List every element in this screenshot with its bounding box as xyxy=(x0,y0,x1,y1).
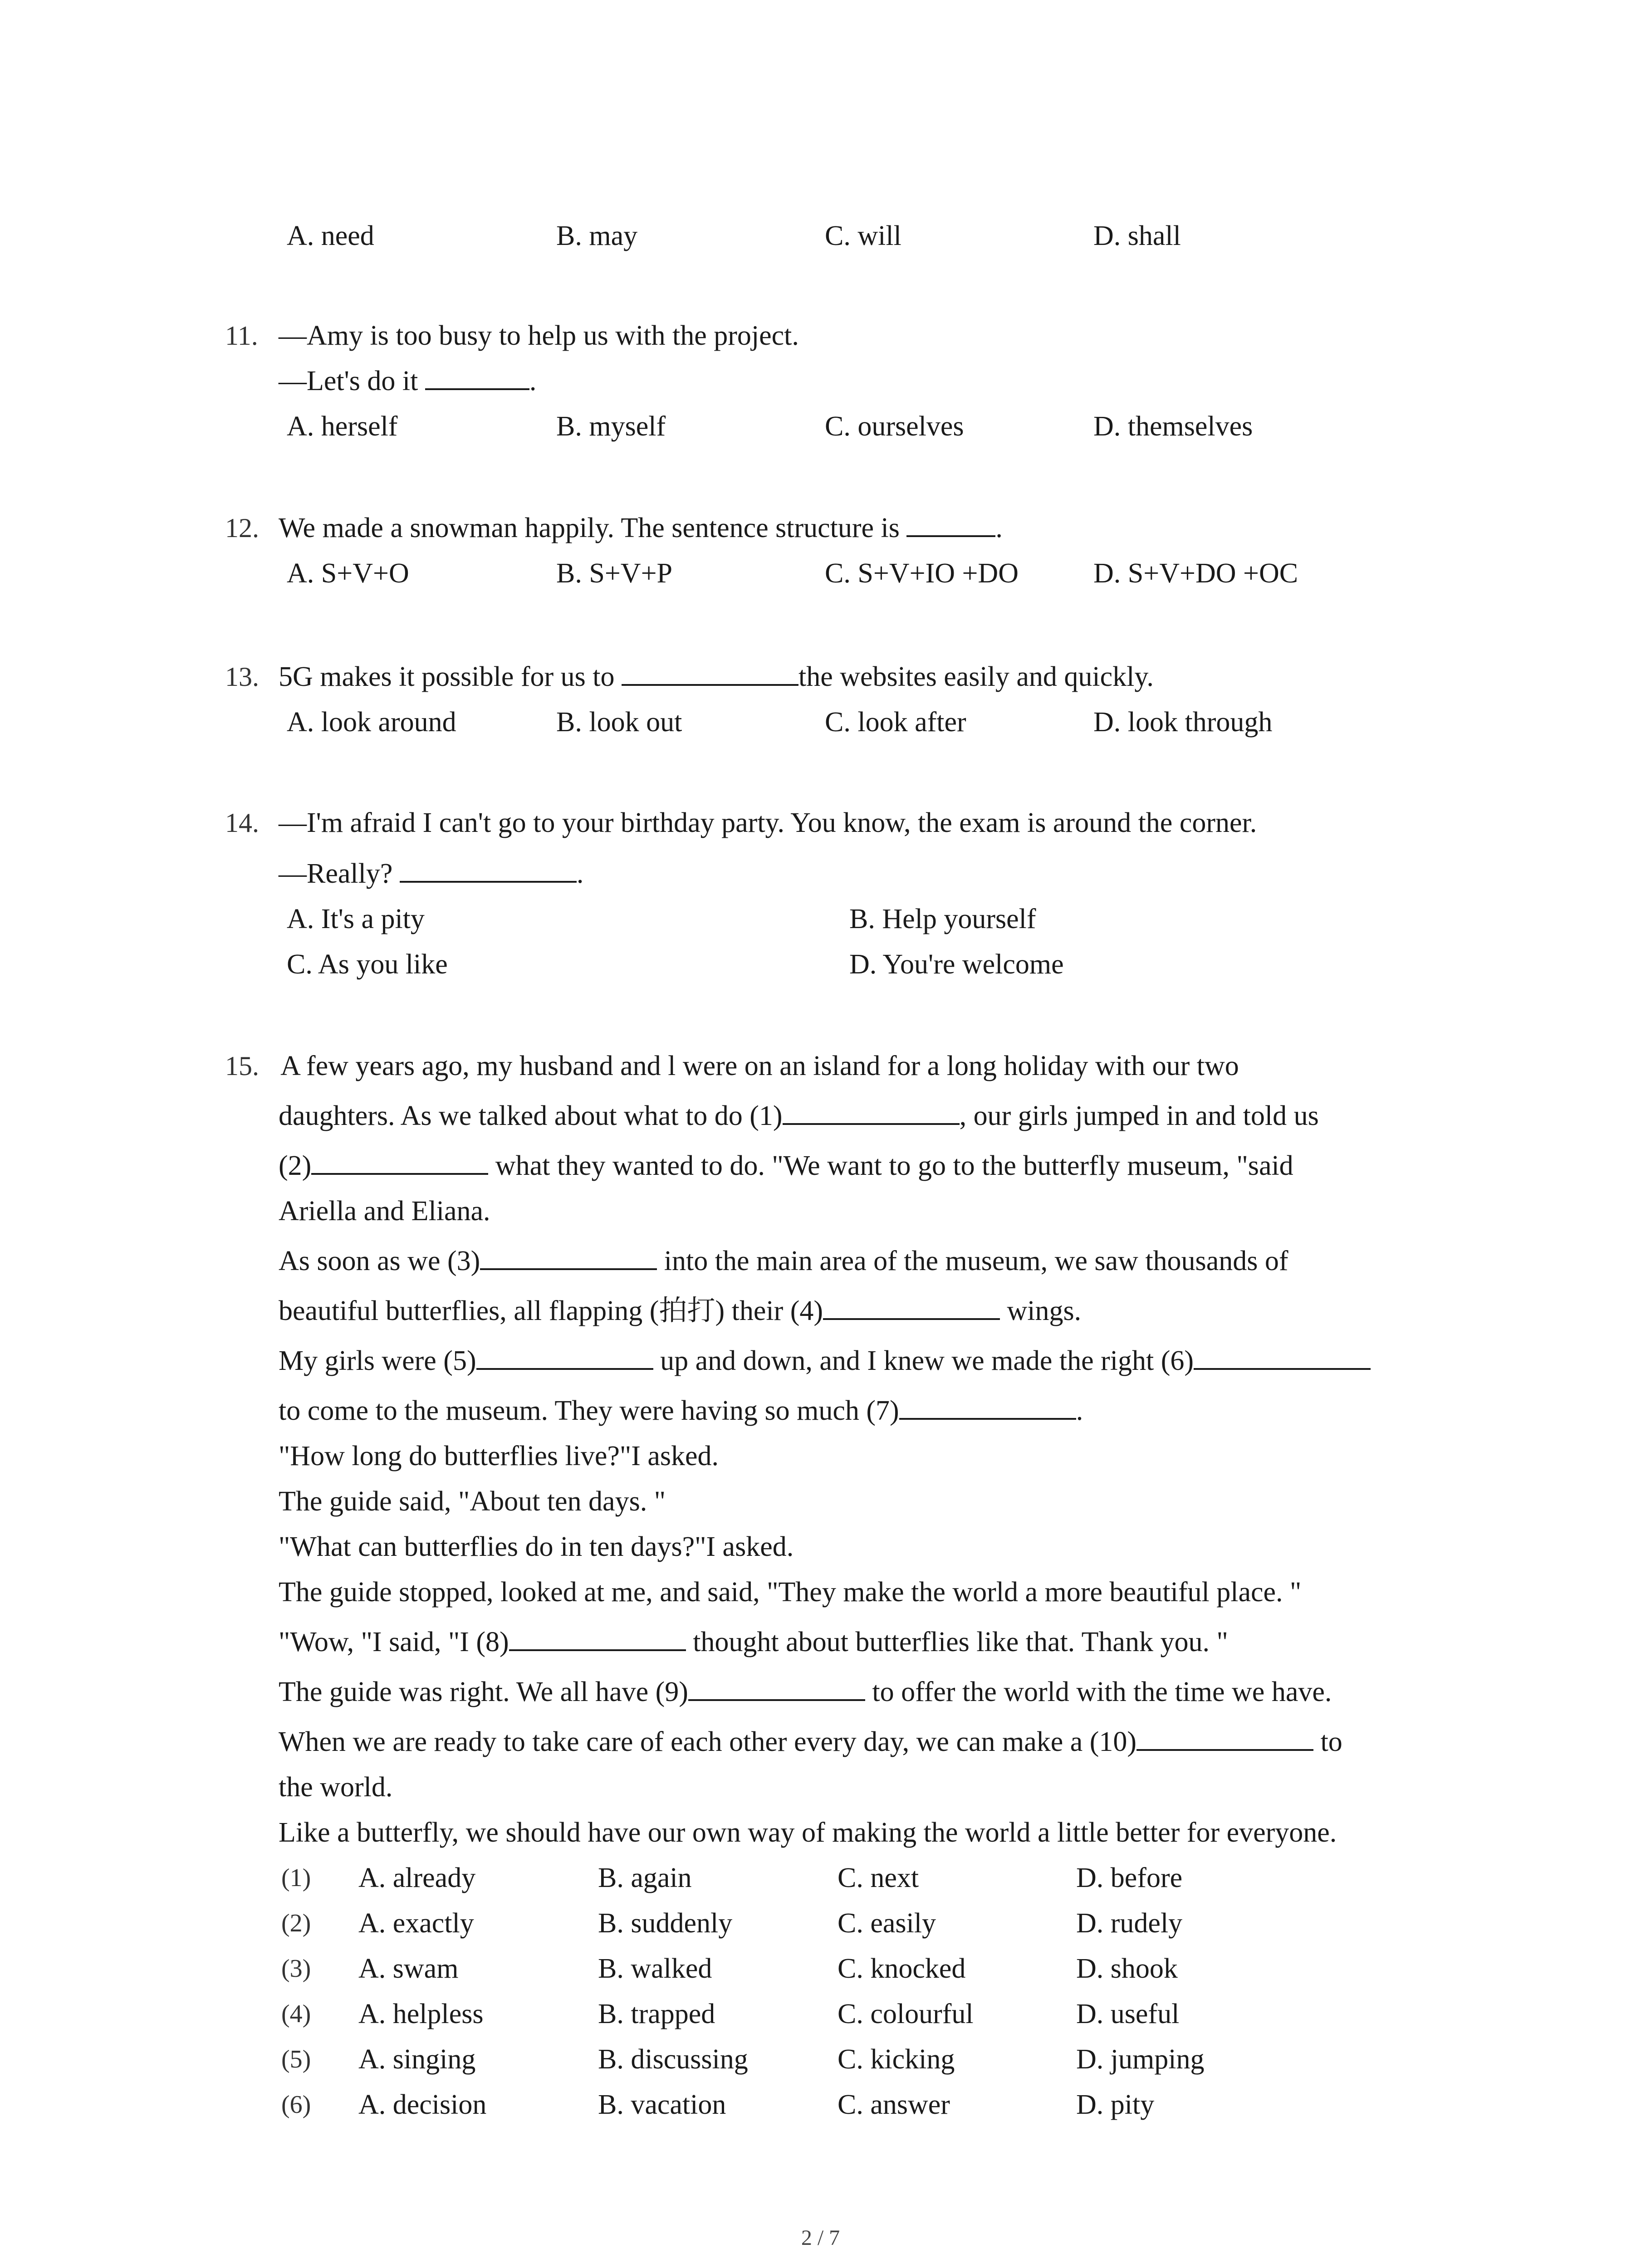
passage-line-12: The guide stopped, looked at me, and said, "They make the world a more beautiful place. " xyxy=(279,1577,1302,1608)
sub-question-label: (1) xyxy=(281,1864,311,1892)
blank-5 xyxy=(476,1344,653,1370)
sub-option-b: B. vacation xyxy=(598,2089,726,2120)
question-stem: —Amy is too busy to help us with the project. xyxy=(279,320,799,351)
passage-text: daughters. As we talked about what to do (1) xyxy=(279,1100,783,1131)
q12-option-d: D. S+V+DO +OC xyxy=(1093,558,1298,589)
sub-question-label: (3) xyxy=(281,1955,311,1983)
passage-line-9: "How long do butterflies live?"I asked. xyxy=(279,1441,719,1471)
sub-question-label: (6) xyxy=(281,2091,311,2119)
blank-7 xyxy=(899,1394,1076,1420)
question-number: 14. xyxy=(225,808,259,838)
answer-blank xyxy=(425,365,529,390)
stem-text: . xyxy=(995,513,1003,543)
q12-option-c: C. S+V+IO +DO xyxy=(825,558,1019,589)
passage-line-6 xyxy=(279,1295,1081,1327)
passage-text: thought about butterflies like that. Thank you. " xyxy=(686,1627,1228,1657)
sub-option-b: B. again xyxy=(598,1862,692,1893)
question-number: 15. xyxy=(225,1051,259,1081)
passage-text: to offer the world with the time we have. xyxy=(865,1677,1332,1707)
passage-line-15 xyxy=(279,1725,1342,1758)
sub-option-b: B. suddenly xyxy=(598,1908,733,1939)
q14-option-c: C. As you like xyxy=(287,949,448,980)
sub-option-b: B. discussing xyxy=(598,2044,748,2075)
sub-question-label: (5) xyxy=(281,2045,311,2073)
q11-option-b: B. myself xyxy=(556,411,666,442)
sub-option-d: D. useful xyxy=(1076,1999,1180,2029)
blank-10 xyxy=(1136,1725,1313,1751)
sub-option-d: D. rudely xyxy=(1076,1908,1183,1939)
sub-option-a: A. decision xyxy=(358,2089,487,2120)
q13-option-a: A. look around xyxy=(287,707,456,738)
passage-text: what they wanted to do. "We want to go to the butterfly museum, "said xyxy=(488,1150,1293,1181)
q10-option-b: B. may xyxy=(556,220,638,251)
stem-text: —Really? xyxy=(279,858,400,889)
question-stem xyxy=(279,660,1154,693)
passage-text: My girls were (5) xyxy=(279,1345,476,1376)
answer-blank xyxy=(906,512,995,537)
passage-text: When we are ready to take care of each other every day, we can make a (10) xyxy=(279,1726,1137,1757)
blank-4 xyxy=(823,1295,1000,1320)
sub-question-label: (4) xyxy=(281,2000,311,2028)
q14-option-a: A. It's a pity xyxy=(287,904,425,934)
question-number: 13. xyxy=(225,662,259,692)
q14-option-b: B. Help yourself xyxy=(849,904,1036,934)
q11-option-a: A. herself xyxy=(287,411,398,442)
sub-option-c: C. answer xyxy=(838,2089,950,2120)
sub-option-c: C. kicking xyxy=(838,2044,955,2075)
passage-text: . xyxy=(1076,1395,1083,1426)
passage-line-10: The guide said, "About ten days. " xyxy=(279,1486,666,1517)
stem-text: We made a snowman happily. The sentence structure is xyxy=(279,513,907,543)
passage-text: As soon as we (3) xyxy=(279,1246,480,1276)
passage-line-16: the world. xyxy=(279,1772,393,1803)
passage-line-17: Like a butterfly, we should have our own way of making the world a little better for everyone. xyxy=(279,1817,1337,1848)
passage-line-11: "What can butterflies do in ten days?"I asked. xyxy=(279,1531,794,1562)
blank-2 xyxy=(311,1149,488,1175)
sub-option-b: B. trapped xyxy=(598,1999,715,2029)
passage-text: up and down, and I knew we made the right (6) xyxy=(653,1345,1194,1376)
answer-blank xyxy=(622,660,798,686)
q11-option-c: C. ourselves xyxy=(825,411,964,442)
sub-option-a: A. helpless xyxy=(358,1999,484,2029)
passage-text: (2) xyxy=(279,1150,312,1181)
q10-option-d: D. shall xyxy=(1093,220,1181,251)
sub-option-b: B. walked xyxy=(598,1953,712,1984)
question-stem: —I'm afraid I can't go to your birthday party. You know, the exam is around the corner. xyxy=(279,807,1257,838)
q13-option-d: D. look through xyxy=(1093,707,1273,738)
question-number: 11. xyxy=(225,321,258,351)
sub-option-c: C. knocked xyxy=(838,1953,966,1984)
stem-text: 5G makes it possible for us to xyxy=(279,661,622,692)
passage-line-13 xyxy=(279,1626,1228,1658)
sub-option-d: D. shook xyxy=(1076,1953,1178,1984)
passage-line-14 xyxy=(279,1676,1332,1708)
passage-text: into the main area of the museum, we saw thousands of xyxy=(657,1246,1288,1276)
sub-option-c: C. next xyxy=(838,1862,919,1893)
passage-line-5 xyxy=(279,1245,1288,1277)
question-stem xyxy=(279,512,1003,544)
blank-6 xyxy=(1194,1344,1371,1370)
q10-option-a: A. need xyxy=(287,220,374,251)
sub-option-c: C. easily xyxy=(838,1908,936,1939)
stem-text: . xyxy=(529,366,537,396)
passage-text: beautiful butterflies, all flapping (拍打) their (4) xyxy=(279,1295,823,1326)
stem-text: . xyxy=(576,858,584,889)
passage-line-3 xyxy=(279,1149,1293,1182)
q11-option-d: D. themselves xyxy=(1093,411,1253,442)
blank-8 xyxy=(509,1626,686,1651)
passage-text: , our girls jumped in and told us xyxy=(959,1100,1319,1131)
question-stem-line2 xyxy=(279,365,536,397)
question-number: 12. xyxy=(225,513,259,543)
sub-option-d: D. before xyxy=(1076,1862,1183,1893)
page-number: 2 / 7 xyxy=(801,2226,840,2250)
answer-blank xyxy=(400,857,577,883)
sub-option-a: A. singing xyxy=(358,2044,476,2075)
passage-line-4: Ariella and Eliana. xyxy=(279,1196,490,1227)
q12-option-a: A. S+V+O xyxy=(287,558,409,589)
sub-option-d: D. jumping xyxy=(1076,2044,1205,2075)
q12-option-b: B. S+V+P xyxy=(556,558,673,589)
sub-question-label: (2) xyxy=(281,1909,311,1937)
q14-option-d: D. You're welcome xyxy=(849,949,1064,980)
passage-line-7 xyxy=(279,1344,1371,1377)
blank-3 xyxy=(480,1245,657,1270)
passage-line-1: A few years ago, my husband and l were on an island for a long holiday with our two xyxy=(275,1051,1239,1081)
question-stem-line2 xyxy=(279,857,583,890)
passage-text: "Wow, "I said, "I (8) xyxy=(279,1627,509,1657)
stem-text: —Let's do it xyxy=(279,366,425,396)
passage-text: to xyxy=(1313,1726,1342,1757)
stem-text: the websites easily and quickly. xyxy=(798,661,1154,692)
sub-option-a: A. exactly xyxy=(358,1908,474,1939)
passage-text: to come to the museum. They were having so much (7) xyxy=(279,1395,899,1426)
passage-line-2 xyxy=(279,1100,1319,1132)
q10-option-c: C. will xyxy=(825,220,901,251)
sub-option-a: A. already xyxy=(358,1862,476,1893)
passage-line-8 xyxy=(279,1394,1083,1427)
q13-option-c: C. look after xyxy=(825,707,966,738)
sub-option-d: D. pity xyxy=(1076,2089,1155,2120)
q13-option-b: B. look out xyxy=(556,707,682,738)
passage-text: The guide was right. We all have (9) xyxy=(279,1677,688,1707)
passage-text: wings. xyxy=(1000,1295,1082,1326)
blank-1 xyxy=(783,1100,960,1125)
sub-option-c: C. colourful xyxy=(838,1999,974,2029)
sub-option-a: A. swam xyxy=(358,1953,459,1984)
blank-9 xyxy=(688,1676,865,1701)
